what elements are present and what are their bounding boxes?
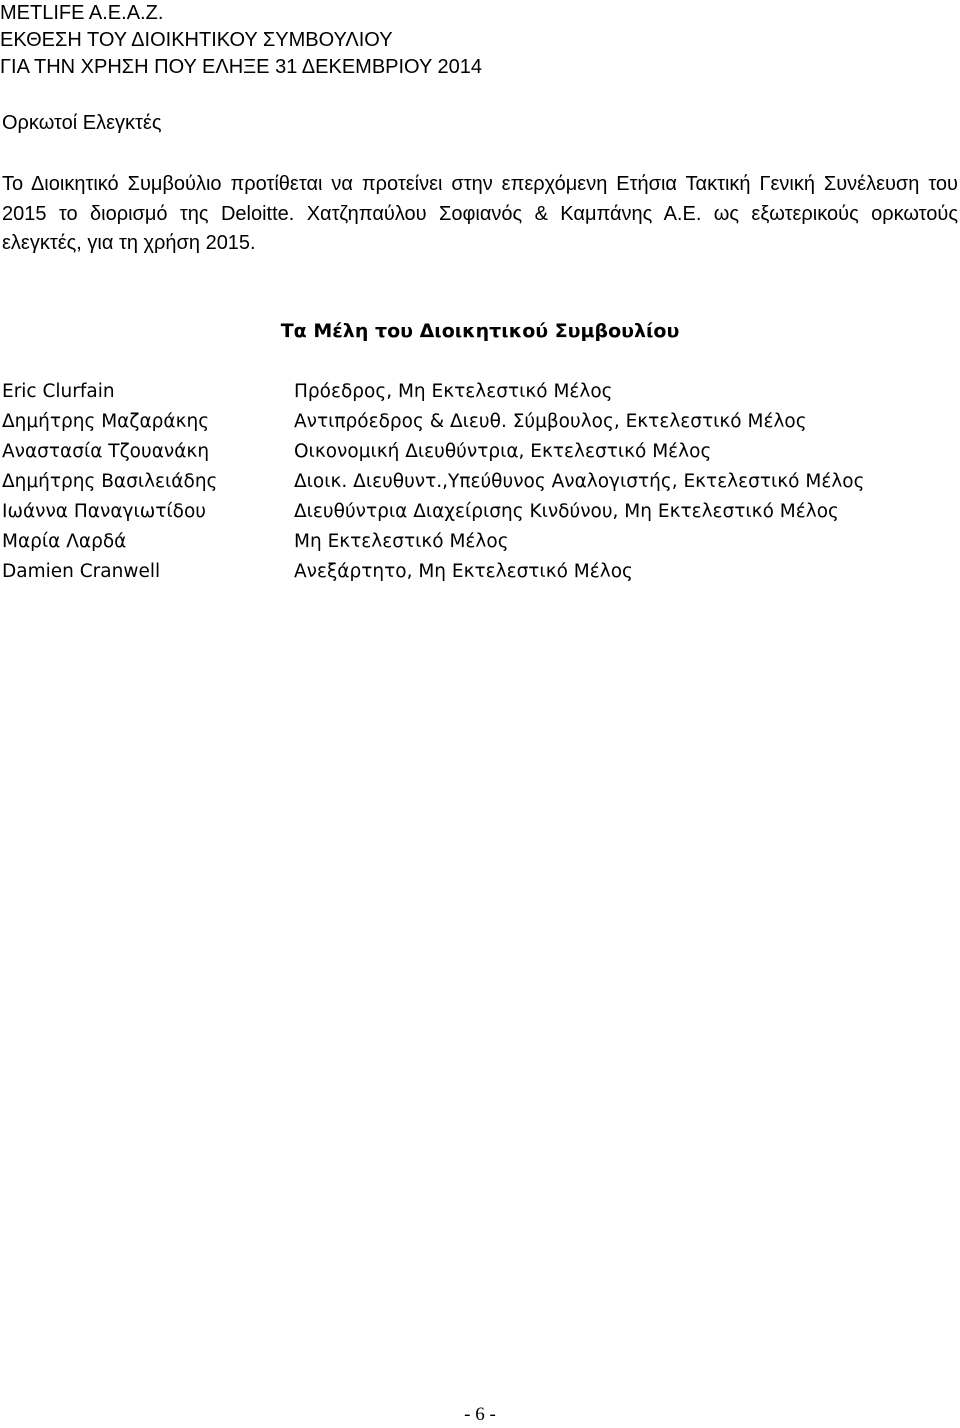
board-member-row <box>2 376 958 406</box>
report-period: ΓΙΑ ΤΗΝ ΧΡΗΣΗ ΠΟΥ ΕΛΗΞΕ 31 ΔΕΚΕΜΒΡΙΟΥ 2014 <box>0 56 482 78</box>
member-role: Αντιπρόεδρος & Διευθ. Σύμβουλος, Εκτελεστικό Μέλος <box>294 410 807 432</box>
member-role: Ανεξάρτητο, Μη Εκτελεστικό Μέλος <box>294 560 633 582</box>
page-number: - 6 - <box>464 1404 496 1425</box>
board-member-row <box>2 406 958 436</box>
member-name: Eric Clurfain <box>2 380 115 402</box>
board-members-title: Τα Μέλη του Διοικητικού Συμβουλίου <box>280 320 680 342</box>
board-member-row <box>2 556 958 586</box>
member-role: Μη Εκτελεστικό Μέλος <box>294 530 509 552</box>
report-title: ΕΚΘΕΣΗ ΤΟΥ ΔΙΟΙΚΗΤΙΚΟΥ ΣΥΜΒΟΥΛΙΟΥ <box>0 29 393 51</box>
member-name: Αναστασία Τζουανάκη <box>2 440 210 462</box>
member-role: Οικονομική Διευθύντρια, Εκτελεστικό Μέλος <box>294 440 712 462</box>
member-name: Μαρία Λαρδά <box>2 530 127 552</box>
company-name: METLIFE A.E.A.Z. <box>0 2 164 24</box>
member-name: Δημήτρης Βασιλειάδης <box>2 470 218 492</box>
member-role: Πρόεδρος, Μη Εκτελεστικό Μέλος <box>294 380 613 402</box>
board-members-list <box>2 376 958 586</box>
member-name: Ιωάννα Παναγιωτίδου <box>2 500 206 522</box>
board-member-row <box>2 436 958 466</box>
board-member-row <box>2 526 958 556</box>
member-role: Διευθύντρια Διαχείρισης Κινδύνου, Μη Εκτελεστικό Μέλος <box>294 500 839 522</box>
auditors-paragraph: Το Διοικητικό Συμβούλιο προτίθεται να προτείνει στην επερχόμενη Ετήσια Τακτική Γενική Συνέλευση του 2015 το διορισμό της Deloitte. Χατζηπαύλου Σοφιανός & Καμπάνης Α.Ε. ως εξωτερικούς ορκωτούς ελεγκτές, για τη χρήση 2015. <box>2 173 958 254</box>
board-member-row <box>2 466 958 496</box>
member-name: Δημήτρης Μαζαράκης <box>2 410 210 432</box>
auditors-heading: Ορκωτοί Ελεγκτές <box>2 112 162 134</box>
board-member-row <box>2 496 958 526</box>
member-role: Διοικ. Διευθυντ.,Υπεύθυνος Αναλογιστής, Εκτελεστικό Μέλος <box>294 470 865 492</box>
member-name: Damien Cranwell <box>2 560 161 582</box>
report-header <box>0 0 960 81</box>
